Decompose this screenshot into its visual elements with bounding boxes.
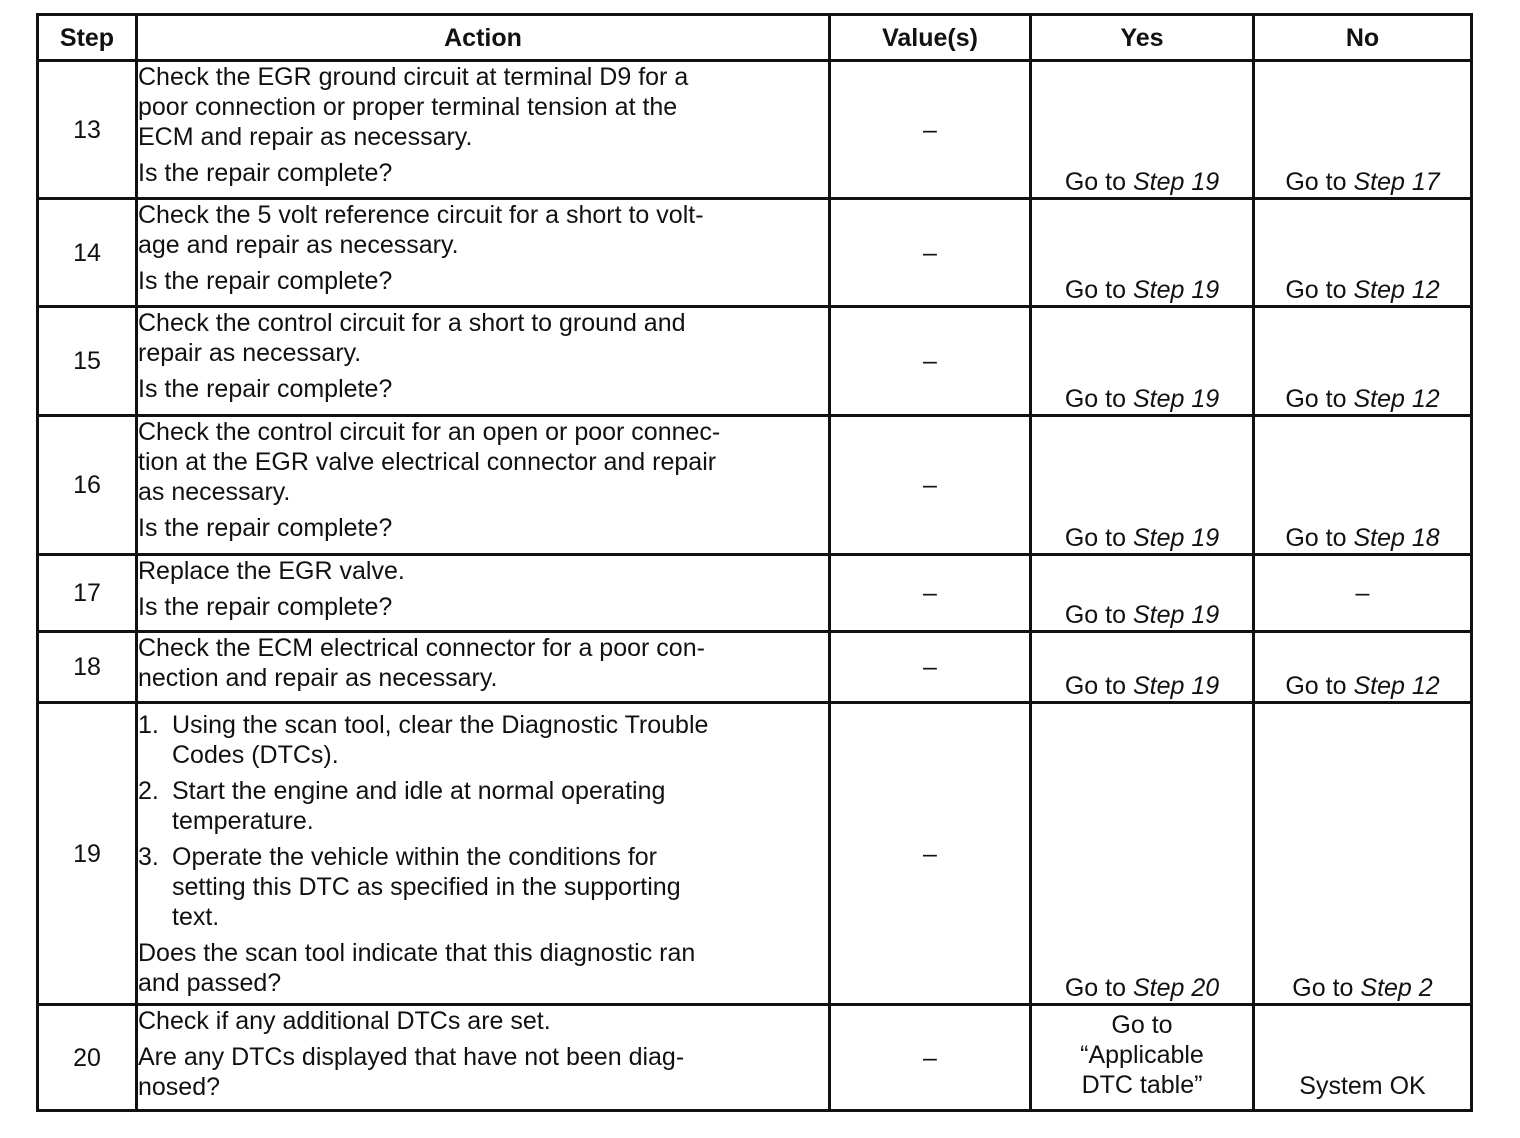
yes-target: Step 19	[1132, 385, 1220, 413]
go-to-label: Go to	[1285, 276, 1347, 304]
yes-cell	[1031, 632, 1254, 703]
table-row	[38, 555, 1472, 632]
yes-cell	[1031, 61, 1254, 199]
action-line: Check the ECM electrical connector for a poor con-	[138, 634, 705, 662]
header-yes: Yes	[1031, 15, 1254, 61]
value-cell: –	[830, 199, 1031, 307]
no-target: Step 12	[1353, 276, 1440, 304]
diagnostic-table	[36, 13, 1473, 1112]
yes-line: DTC table”	[1081, 1071, 1203, 1099]
action-question: Is the repair complete?	[138, 159, 393, 187]
yes-target: Step 19	[1132, 168, 1220, 196]
action-question: Is the repair complete?	[138, 514, 393, 542]
list-line: Using the scan tool, clear the Diagnostic Trouble	[172, 711, 709, 739]
header-no: No	[1254, 15, 1472, 61]
list-line: Codes (DTCs).	[172, 741, 339, 769]
no-cell	[1254, 307, 1472, 416]
action-line: nection and repair as necessary.	[138, 664, 498, 692]
yes-cell	[1031, 199, 1254, 307]
step-number: 18	[38, 632, 137, 703]
no-target: Step 12	[1353, 672, 1440, 700]
no-cell	[1254, 703, 1472, 1005]
action-line: ECM and repair as necessary.	[138, 123, 473, 151]
list-line: Operate the vehicle within the conditions for	[172, 843, 657, 871]
go-to-label: Go to	[1285, 524, 1347, 552]
go-to-label: Go to	[1285, 168, 1347, 196]
no-cell	[1254, 632, 1472, 703]
list-item	[138, 710, 828, 770]
go-to-label: Go to	[1064, 168, 1126, 196]
value-cell: –	[830, 307, 1031, 416]
no-cell	[1254, 199, 1472, 307]
go-to-label: Go to	[1064, 974, 1126, 1002]
list-line: setting this DTC as specified in the supporting	[172, 873, 681, 901]
yes-cell	[1031, 555, 1254, 632]
action-cell	[137, 1005, 830, 1111]
yes-cell	[1031, 307, 1254, 416]
list-line: temperature.	[172, 807, 314, 835]
go-to-label: Go to	[1285, 672, 1347, 700]
step-number: 13	[38, 61, 137, 199]
header-row	[38, 15, 1472, 61]
yes-cell	[1031, 1005, 1254, 1111]
action-line: Check the control circuit for an open or poor connec-	[138, 418, 721, 446]
yes-cell	[1031, 416, 1254, 555]
yes-line: Go to	[1111, 1011, 1173, 1039]
action-line: tion at the EGR valve electrical connector and repair	[138, 448, 717, 476]
step-number: 20	[38, 1005, 137, 1111]
step-number: 19	[38, 703, 137, 1005]
action-line: repair as necessary.	[138, 339, 362, 367]
yes-target: Step 19	[1132, 601, 1220, 629]
list-number: 1.	[138, 711, 159, 739]
table-row	[38, 632, 1472, 703]
table-row	[38, 703, 1472, 1005]
step-number: 16	[38, 416, 137, 555]
action-cell	[137, 61, 830, 199]
header-step: Step	[38, 15, 137, 61]
step-number: 15	[38, 307, 137, 416]
action-line: Check the control circuit for a short to ground and	[138, 309, 686, 337]
action-question: nosed?	[138, 1073, 221, 1101]
action-line: Replace the EGR valve.	[138, 557, 405, 585]
no-cell	[1254, 61, 1472, 199]
no-target: Step 2	[1360, 974, 1433, 1002]
yes-target: Step 19	[1132, 276, 1220, 304]
step-number: 17	[38, 555, 137, 632]
go-to-label: Go to	[1285, 385, 1347, 413]
yes-line: “Applicable	[1080, 1041, 1204, 1069]
go-to-label: Go to	[1064, 276, 1126, 304]
action-line: Check if any additional DTCs are set.	[138, 1007, 551, 1035]
action-question: and passed?	[138, 969, 282, 997]
go-to-label: Go to	[1064, 601, 1126, 629]
action-question: Is the repair complete?	[138, 375, 393, 403]
value-cell: –	[830, 703, 1031, 1005]
action-question: Are any DTCs displayed that have not been diag-	[138, 1043, 685, 1071]
go-to-label: Go to	[1064, 524, 1126, 552]
value-cell: –	[830, 61, 1031, 199]
list-number: 2.	[138, 777, 159, 805]
no-target: Step 12	[1353, 385, 1440, 413]
action-cell	[137, 307, 830, 416]
no-target: Step 17	[1353, 168, 1440, 196]
action-line: age and repair as necessary.	[138, 231, 459, 259]
value-cell: –	[830, 1005, 1031, 1111]
action-question: Is the repair complete?	[138, 593, 393, 621]
action-cell	[137, 555, 830, 632]
action-question: Does the scan tool indicate that this diagnostic ran	[138, 939, 696, 967]
step-number: 14	[38, 199, 137, 307]
action-line: poor connection or proper terminal tension at the	[138, 93, 678, 121]
no-cell	[1254, 416, 1472, 555]
action-cell	[137, 416, 830, 555]
no-cell: –	[1254, 555, 1472, 632]
value-cell: –	[830, 632, 1031, 703]
numbered-list	[138, 710, 828, 932]
header-action: Action	[137, 15, 830, 61]
list-line: text.	[172, 903, 220, 931]
table-row	[38, 307, 1472, 416]
table-row	[38, 416, 1472, 555]
no-cell: System OK	[1254, 1005, 1472, 1111]
action-question: Is the repair complete?	[138, 267, 393, 295]
yes-target: Step 20	[1132, 974, 1220, 1002]
go-to-label: Go to	[1292, 974, 1354, 1002]
action-line: Check the EGR ground circuit at terminal D9 for a	[138, 63, 689, 91]
list-number: 3.	[138, 843, 159, 871]
value-cell: –	[830, 416, 1031, 555]
list-item	[138, 776, 828, 836]
go-to-label: Go to	[1064, 385, 1126, 413]
list-line: Start the engine and idle at normal operating	[172, 777, 666, 805]
header-value: Value(s)	[830, 15, 1031, 61]
no-target: Step 18	[1353, 524, 1440, 552]
action-cell	[137, 703, 830, 1005]
action-line: as necessary.	[138, 478, 291, 506]
go-to-label: Go to	[1064, 672, 1126, 700]
value-cell: –	[830, 555, 1031, 632]
action-cell	[137, 199, 830, 307]
action-cell	[137, 632, 830, 703]
list-item	[138, 842, 828, 932]
action-line: Check the 5 volt reference circuit for a short to volt-	[138, 201, 704, 229]
table-row	[38, 1005, 1472, 1111]
yes-target: Step 19	[1132, 524, 1220, 552]
table-row	[38, 199, 1472, 307]
yes-target: Step 19	[1132, 672, 1220, 700]
table-row	[38, 61, 1472, 199]
yes-cell	[1031, 703, 1254, 1005]
